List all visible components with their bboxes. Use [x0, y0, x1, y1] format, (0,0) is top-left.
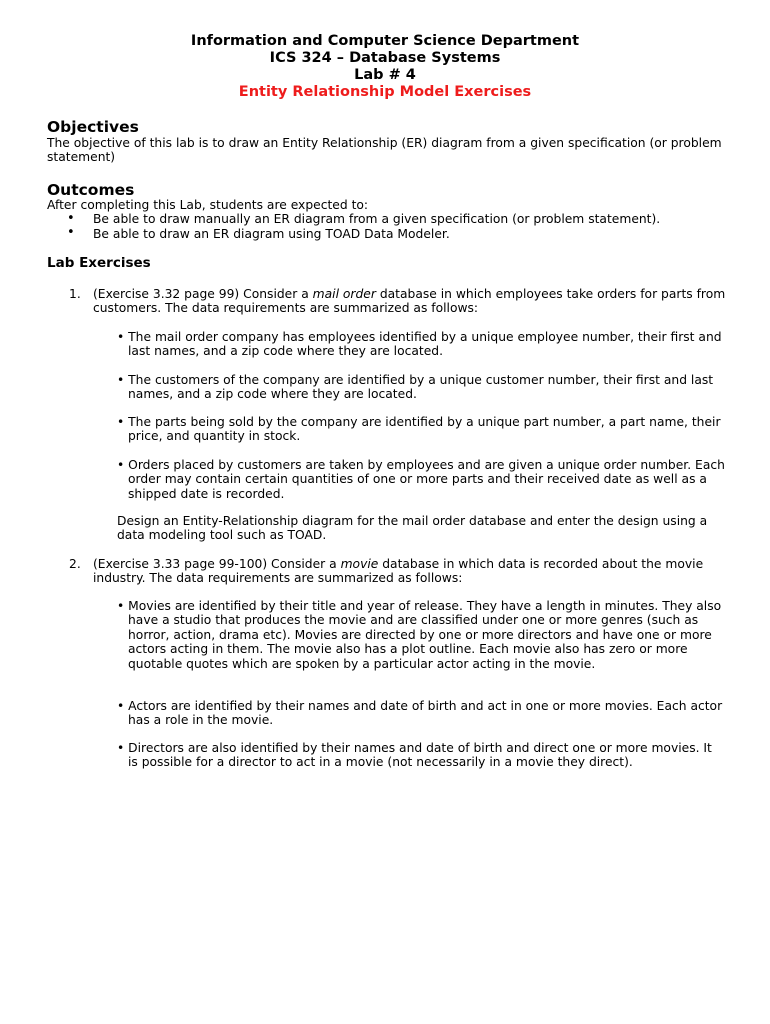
exercise-2-intro-end: database in which data is recorded about the movie industry. The data requirements are summarized as follows: [93, 557, 704, 586]
lab-subtitle: Entity Relationship Model Exercises [238, 84, 532, 100]
requirement-item: • Directors are also identified by their names and date of birth and direct one or more movies. It is possible for a director to act in a movie (not necessarily in a movie they direct). [117, 741, 712, 770]
outcomes-intro: After completing this Lab, students are expected to: [47, 198, 369, 212]
objectives-text: The objective of this lab is to draw an Entity Relationship (ER) diagram from a given specification (or problem statement) [47, 136, 722, 165]
requirement-item: • Actors are identified by their names and date of birth and act in one or more movies. Each actor has a role in the movie. [117, 699, 723, 728]
outcome-item: Be able to draw an ER diagram using TOAD Data Modeler. [93, 227, 450, 241]
objectives-heading: Objectives [47, 118, 139, 136]
outcome-item: Be able to draw manually an ER diagram from a given specification (or problem statement). [93, 212, 661, 226]
requirement-item: • Movies are identified by their title and year of release. They have a length in minutes. They also have a studio that produces the movie and are classified under one or more genres (such as horror, action, drama etc). Movies are directed by one or more directors and have one or more actors acting in them. The movie also has a plot outline. Each movie also has zero or more quotable quotes which are spoken by a particular actor acting in the movie. [117, 599, 722, 671]
outcomes-heading: Outcomes [47, 181, 135, 199]
exercise-number: 2. [69, 557, 81, 571]
exercise-2-intro [93, 557, 733, 586]
requirement-item: • The customers of the company are identified by a unique customer number, their first and last names, and a zip code where they are located. [117, 373, 714, 402]
requirement-item: • Orders placed by customers are taken by employees and are given a unique order number. Each order may contain certain quantities of one or more parts and their received date as well as a shipped date is recorded. [117, 458, 725, 501]
lab-number: Lab # 4 [354, 67, 416, 83]
exercise-1-intro-end: database in which employees take orders for parts from customers. The data requirements are summarized as follows: [93, 287, 726, 316]
requirement-item: • The parts being sold by the company are identified by a unique part number, a part name, their price, and quantity in stock. [117, 415, 721, 444]
exercise-1-intro-start: (Exercise 3.32 page 99) Consider a [93, 287, 313, 301]
exercise-2-emphasis: movie [340, 557, 379, 571]
design-instruction: Design an Entity-Relationship diagram for the mail order database and enter the design using a data modeling tool such as TOAD. [117, 514, 708, 543]
department-title: Information and Computer Science Department [190, 33, 580, 49]
requirement-item: • The mail order company has employees identified by a unique employee number, their first and last names, and a zip code where they are located. [117, 330, 722, 359]
lab-exercises-heading: Lab Exercises [47, 255, 151, 271]
exercise-2-intro-start: (Exercise 3.33 page 99-100) Consider a [93, 557, 341, 571]
exercise-number: 1. [69, 287, 81, 301]
course-title: ICS 324 – Database Systems [269, 50, 501, 66]
document-header [0, 33, 770, 101]
bullet-icon: • [67, 225, 75, 240]
exercise-1-emphasis: mail order [312, 287, 376, 301]
exercise-1-intro [93, 287, 733, 316]
bullet-icon: • [67, 211, 75, 226]
